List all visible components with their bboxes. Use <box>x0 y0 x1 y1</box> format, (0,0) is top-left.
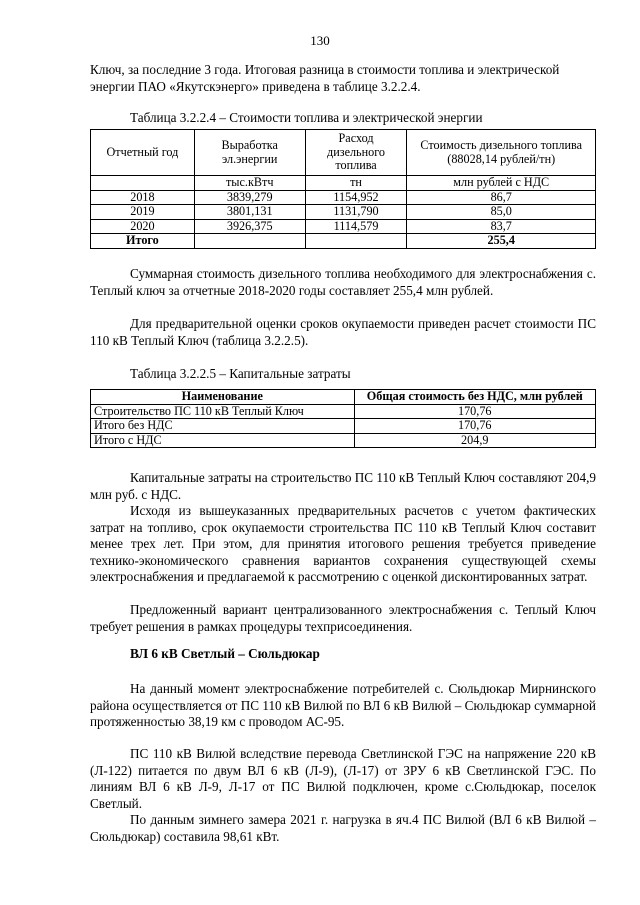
unit-fuel: тн <box>305 176 407 191</box>
intro-paragraph <box>90 62 596 95</box>
table-row <box>91 419 596 434</box>
header-name: Наименование <box>91 390 355 405</box>
row-year: 2020 <box>91 219 195 234</box>
row-fuel: 1154,952 <box>305 190 407 205</box>
row-generation: 3839,279 <box>194 190 305 205</box>
row-fuel: 1131,790 <box>305 205 407 220</box>
table-row <box>91 205 596 220</box>
row-name: Итого с НДС <box>91 433 355 448</box>
row-cost: 170,76 <box>354 419 596 434</box>
row-fuel: 1114,579 <box>305 219 407 234</box>
intro-line-1: Ключ, за последние 3 года. Итоговая разница в стоимости топлива и электрической <box>90 62 560 77</box>
table1-caption: Таблица 3.2.2.4 – Стоимости топлива и электрической энергии <box>130 110 483 125</box>
total-value: 255,4 <box>407 234 596 249</box>
row-name: Строительство ПС 110 кВ Теплый Ключ <box>91 404 355 419</box>
header-year: Отчетный год <box>91 130 195 176</box>
total-label: Итого <box>91 234 195 249</box>
substation-paragraph: ПС 110 кВ Вилюй вследствие перевода Светлинской ГЭС на напряжение 220 кВ (Л-122) питается по двум ВЛ 6 кВ (Л-9), (Л-17) от ЗРУ 6 кВ Светлинской ГЭС. По линиям ВЛ 6 кВ Л-9, Л-17 от ПС Вилюй подключен, кроме с.Сюльдюкар, поселок Светлый. <box>90 746 596 811</box>
payback-intro-paragraph: Для предварительной оценки сроков окупаемости приведен расчет стоимости ПС 110 кВ Теплый Ключ (таблица 3.2.2.5). <box>90 316 596 348</box>
row-cost: 85,0 <box>407 205 596 220</box>
current-supply-paragraph: На данный момент электроснабжение потребителей с. Сюльдюкар Мирнинского района осуществляется от ПС 110 кВ Вилюй по ВЛ 6 кВ Вилюй – Сюльдюкар суммарной протяженностью 38,19 км с проводом АС-95. <box>90 681 596 729</box>
header-total-cost: Общая стоимость без НДС, млн рублей <box>354 390 596 405</box>
row-generation: 3926,375 <box>194 219 305 234</box>
intro-line-2: энергии ПАО «Якутскэнерго» приведена в таблице 3.2.2.4. <box>90 78 421 94</box>
summary-paragraph: Суммарная стоимость дизельного топлива необходимого для электроснабжения с. Теплый ключ за отчетные 2018-2020 годы составляет 255,4 млн рублей. <box>90 266 596 298</box>
row-generation: 3801,131 <box>194 205 305 220</box>
row-cost: 170,76 <box>354 404 596 419</box>
row-cost: 83,7 <box>407 219 596 234</box>
page-number: 130 <box>310 33 330 48</box>
fuel-cost-table <box>90 129 596 249</box>
capex-paragraph: Капитальные затраты на строительство ПС 110 кВ Теплый Ключ составляют 204,9 млн руб. с НДС. <box>90 470 596 502</box>
conclusion-paragraph: Исходя из вышеуказанных предварительных расчетов с учетом фактических затрат на топливо, срок окупаемости строительства ПС 110 кВ Теплый Ключ составит менее трех лет. При этом, для принятия итогового решения требуется приведение технико-экономического сравнения вариантов сохранения существующей схемы электроснабжения и предлагаемой к рассмотрению с оценкой дисконтированных затрат. <box>90 503 596 584</box>
total-row <box>91 234 596 249</box>
row-cost: 204,9 <box>354 433 596 448</box>
table-row <box>91 190 596 205</box>
load-paragraph: По данным зимнего замера 2021 г. нагрузка в яч.4 ПС Вилюй (ВЛ 6 кВ Вилюй – Сюльдюкар) составила 98,61 кВт. <box>90 812 596 844</box>
unit-generation: тыс.кВтч <box>194 176 305 191</box>
unit-cost: млн рублей с НДС <box>407 176 596 191</box>
table2-caption: Таблица 3.2.2.5 – Капитальные затраты <box>130 366 351 381</box>
header-cost: Стоимость дизельного топлива (88028,14 рублей/тн) <box>407 130 596 176</box>
row-year: 2019 <box>91 205 195 220</box>
proposed-variant-paragraph: Предложенный вариант централизованного электроснабжения с. Теплый Ключ требует решения в рамках процедуры техприсоединения. <box>90 602 596 634</box>
table-row <box>91 219 596 234</box>
table-row <box>91 433 596 448</box>
section-heading: ВЛ 6 кВ Светлый – Сюльдюкар <box>130 646 320 661</box>
row-year: 2018 <box>91 190 195 205</box>
table-row <box>91 404 596 419</box>
capex-table <box>90 389 596 448</box>
row-name: Итого без НДС <box>91 419 355 434</box>
row-cost: 86,7 <box>407 190 596 205</box>
header-fuel: Расход дизельного топлива <box>305 130 407 176</box>
unit-year <box>91 176 195 191</box>
header-generation: Выработка эл.энергии <box>194 130 305 176</box>
